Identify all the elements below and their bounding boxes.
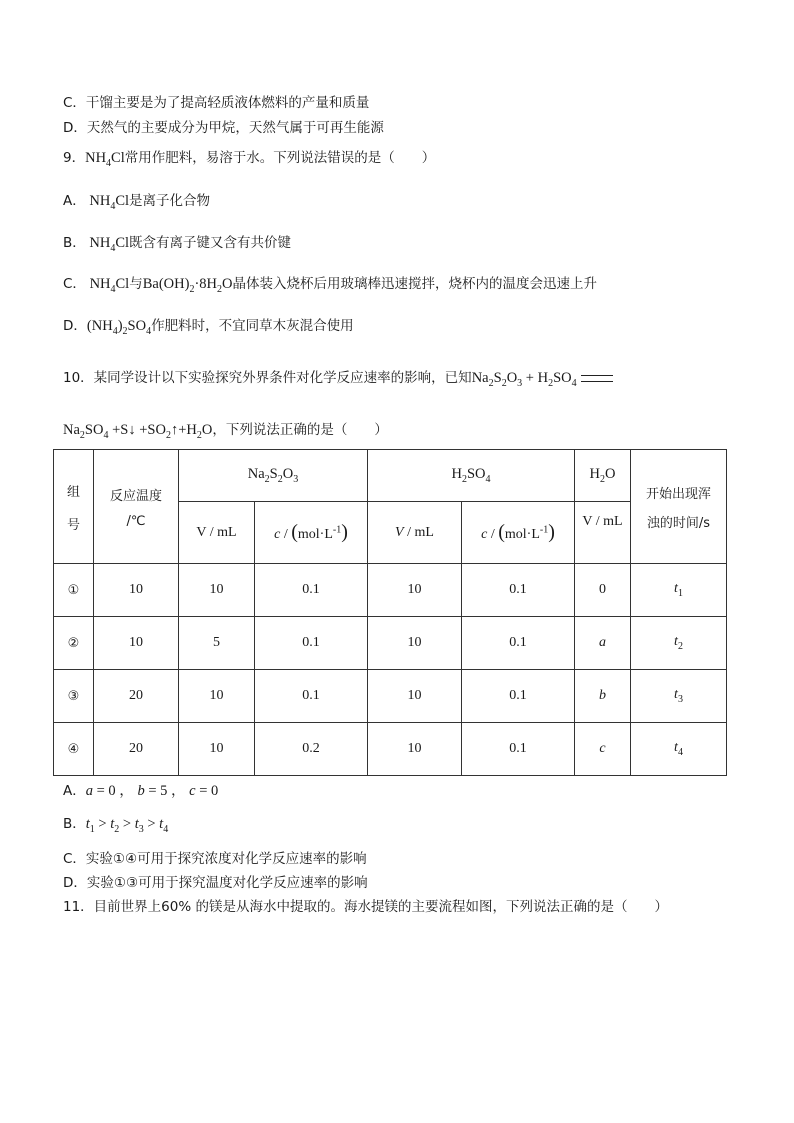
option-8c: C．干馏主要是为了提高轻质液体燃料的产量和质量 — [63, 95, 370, 111]
cell-v2: 10 — [368, 723, 462, 776]
cell-v1: 10 — [179, 564, 255, 617]
cell-temp: 20 — [94, 670, 179, 723]
header-temperature: 反应温度 /℃ — [94, 450, 179, 564]
formula-nh4cl: $NH_4Cl$ — [85, 193, 130, 212]
q9d-label: D． — [63, 318, 87, 334]
formula-nh4cl: $NH_4Cl$ — [85, 150, 125, 169]
header-h2o: $H_2O$ — [575, 450, 631, 502]
cell-c2: 0.1 — [462, 564, 575, 617]
q9b-text: 既含有离子键又含有共价键 — [129, 235, 292, 251]
cell-id: ③ — [54, 670, 94, 723]
subheader-c-na: $c / (mol\cdot L^{-1})$ — [255, 502, 368, 564]
cell-v2: 10 — [368, 617, 462, 670]
table-row — [54, 723, 727, 776]
q9b-label: B． — [63, 235, 86, 251]
cell-time: $t_3$ — [631, 670, 727, 723]
option-10a — [63, 779, 218, 800]
cell-c2: 0.1 — [462, 723, 575, 776]
cell-v2: 10 — [368, 564, 462, 617]
option-8d: D．天然气的主要成分为甲烷，天然气属于可再生能源 — [63, 120, 384, 136]
cell-c1: 0.1 — [255, 617, 368, 670]
cell-id: ④ — [54, 723, 94, 776]
table-row — [54, 564, 727, 617]
q10b-label: B． — [63, 816, 86, 832]
q10a-label: A． — [63, 783, 86, 799]
cell-temp: 10 — [94, 564, 179, 617]
cell-v1: 10 — [179, 723, 255, 776]
cell-vw: a — [575, 617, 631, 670]
q9a-label: A． — [63, 193, 86, 209]
cell-time: $t_4$ — [631, 723, 727, 776]
table-row — [54, 617, 727, 670]
cell-c2: 0.1 — [462, 670, 575, 723]
question-10-cont — [63, 418, 388, 441]
option-10c: C．实验①④可用于探究浓度对化学反应速率的影响 — [63, 851, 367, 867]
question-10 — [63, 366, 613, 389]
cell-id: ① — [54, 564, 94, 617]
q9-number: 9． — [63, 150, 86, 166]
cell-v1: 5 — [179, 617, 255, 670]
q9c-mid: 与 — [129, 276, 143, 292]
cell-time: $t_1$ — [631, 564, 727, 617]
q9c-text: 晶体装入烧杯后用玻璃棒迅速搅拌，烧杯内的温度会迅速上升 — [232, 276, 597, 292]
header-group: 组 号 — [54, 450, 94, 564]
q10a-expression: a = 0 ， b = 5 ， c = 0 — [85, 783, 219, 799]
q10b-expression: $t_1 > t_2 > t_3 > t_4$ — [85, 816, 169, 835]
cell-v2: 10 — [368, 670, 462, 723]
subheader-v-na: V / mL — [179, 502, 255, 564]
cell-v1: 10 — [179, 670, 255, 723]
cell-c1: 0.1 — [255, 564, 368, 617]
q9d-text: 作肥料时，不宜同草木灰混合使用 — [151, 318, 354, 334]
subheader-c-h2so4: $c / (mol\cdot L^{-1})$ — [462, 502, 575, 564]
experiment-table — [53, 449, 727, 776]
q9-text: 常用作肥料，易溶于水。下列说法错误的是（ ） — [124, 150, 436, 166]
formula-baoh2: $Ba(OH)_2\cdot 8H_2O$ — [142, 276, 233, 295]
header-na2s2o3: $Na_2S_2O_3$ — [179, 450, 368, 502]
q9c-label: C． — [63, 276, 86, 292]
option-10d: D．实验①③可用于探究温度对化学反应速率的影响 — [63, 875, 368, 891]
option-9a — [63, 189, 210, 212]
cell-temp: 20 — [94, 723, 179, 776]
formula-nh4cl: $NH_4Cl$ — [85, 276, 130, 295]
q10-cont-text: ，下列说法正确的是（ ） — [212, 422, 388, 438]
cell-temp: 10 — [94, 617, 179, 670]
option-9c — [63, 272, 597, 295]
formula-nh4cl: $NH_4Cl$ — [85, 235, 130, 254]
cell-vw: b — [575, 670, 631, 723]
table-row — [54, 670, 727, 723]
equation-reactants: $Na_2S_2O_3 + H_2SO_4$ — [471, 370, 577, 389]
cell-id: ② — [54, 617, 94, 670]
option-10b — [63, 812, 168, 835]
cell-c1: 0.1 — [255, 670, 368, 723]
formula-nh42so4: $(NH_4)_2SO_4$ — [86, 318, 152, 337]
cell-c1: 0.2 — [255, 723, 368, 776]
subheader-v-h2o: V / mL — [575, 502, 631, 564]
cell-time: $t_2$ — [631, 617, 727, 670]
equals-sign — [581, 375, 613, 382]
option-9d — [63, 314, 354, 337]
question-9 — [63, 146, 435, 169]
cell-vw: 0 — [575, 564, 631, 617]
header-h2so4: $H_2SO_4$ — [368, 450, 575, 502]
option-9b — [63, 231, 291, 254]
subheader-v-h2so4: V / mL — [368, 502, 462, 564]
equation-products: $Na_2SO_4$ +S↓ $+SO_2↑+H_2O$ — [63, 422, 213, 441]
q9a-text: 是离子化合物 — [129, 193, 211, 209]
cell-c2: 0.1 — [462, 617, 575, 670]
cell-vw: c — [575, 723, 631, 776]
header-time: 开始出现浑 浊的时间/s — [631, 450, 727, 564]
question-11: 11．目前世界上60% 的镁是从海水中提取的。海水提镁的主要流程如图，下列说法正确的是（ ） — [63, 899, 668, 915]
q10-text: 10．某同学设计以下实验探究外界条件对化学反应速率的影响，已知 — [63, 370, 472, 386]
